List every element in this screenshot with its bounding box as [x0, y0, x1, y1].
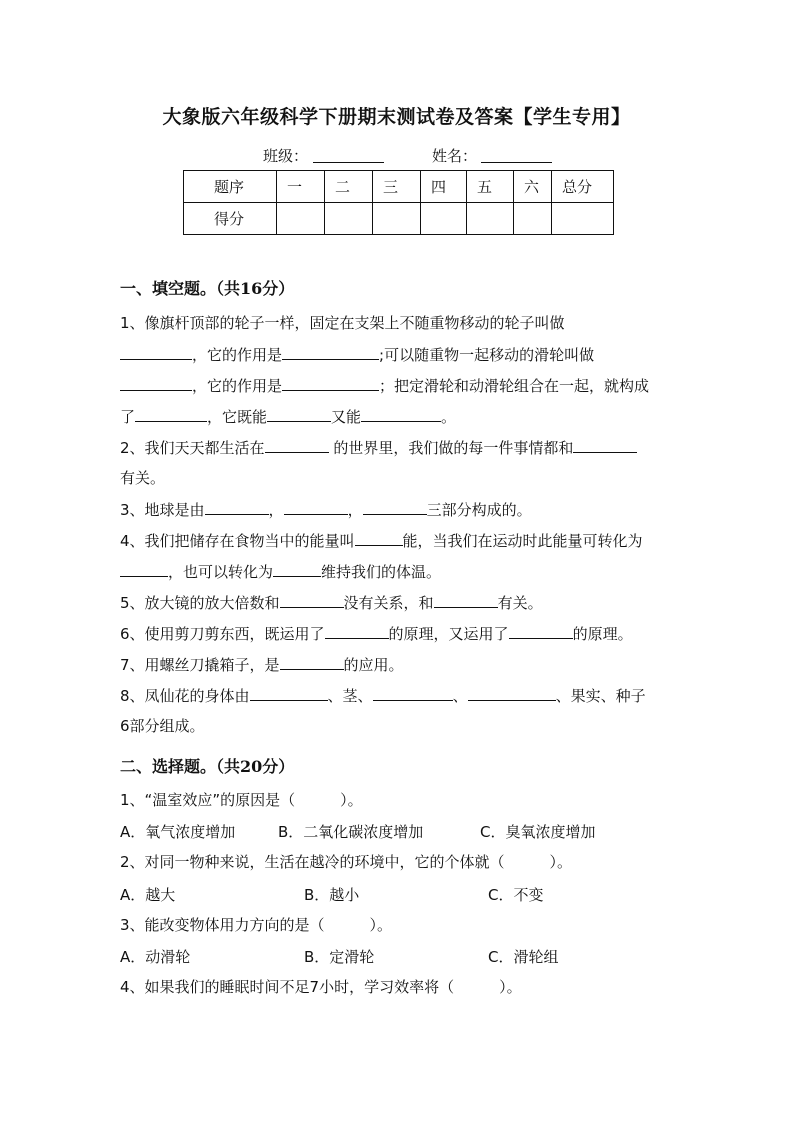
name-blank[interactable] — [481, 162, 552, 163]
q4-line2: ，也可以转化为 维持我们的体温。 — [120, 561, 441, 582]
answer-blank[interactable] — [363, 499, 427, 515]
score-cell[interactable] — [325, 203, 373, 235]
q5-line: 5、放大镜的放大倍数和 没有关系，和 有关。 — [120, 594, 543, 612]
mc-q2-option-a[interactable]: A．越大 — [120, 886, 176, 904]
mc-q1-option-c[interactable]: C．臭氧浓度增加 — [480, 823, 596, 841]
class-label: 班级： — [263, 147, 309, 165]
page-title: 大象版六年级科学下册期末测试卷及答案【学生专用】 — [162, 106, 631, 128]
q3-line: 3、地球是由 ， ， 三部分构成的。 — [120, 501, 532, 519]
header-cell: 四 — [421, 171, 467, 203]
score-cell[interactable] — [373, 203, 421, 235]
answer-blank[interactable] — [135, 406, 207, 422]
q2-line1: 2、我们天天都生活在 的世界里，我们做的每一件事情都和 — [120, 437, 637, 458]
answer-blank[interactable] — [120, 344, 192, 360]
mc-q1-option-b[interactable]: B．二氧化碳浓度增加 — [278, 823, 424, 841]
name-label: 姓名： — [432, 147, 478, 165]
answer-blank[interactable] — [205, 499, 269, 515]
score-cell[interactable] — [552, 203, 614, 235]
answer-blank[interactable] — [373, 685, 453, 701]
mc-q3-stem: 3、能改变物体用力方向的是（ ）。 — [120, 916, 393, 934]
answer-blank[interactable] — [280, 654, 344, 670]
mc-q1-option-a[interactable]: A．氧气浓度增加 — [120, 823, 236, 841]
mc-q3-option-a[interactable]: A．动滑轮 — [120, 948, 191, 966]
answer-blank[interactable] — [265, 437, 329, 453]
answer-blank[interactable] — [434, 592, 498, 608]
q7-line: 7、用螺丝刀撬箱子，是 的应用。 — [120, 656, 404, 674]
answer-blank[interactable] — [282, 344, 379, 360]
header-cell: 二 — [325, 171, 373, 203]
score-cell[interactable] — [277, 203, 325, 235]
q8-line1: 8、凤仙花的身体由 、茎、 、 、果实、种子 — [120, 687, 646, 705]
header-cell: 五 — [467, 171, 514, 203]
mc-q2-option-c[interactable]: C．不变 — [488, 886, 544, 904]
header-cell: 题序 — [184, 171, 277, 203]
answer-blank[interactable] — [284, 499, 348, 515]
header-cell: 三 — [373, 171, 421, 203]
q1-line2: ，它的作用是 ;可以随重物一起移动的滑轮叫做 — [120, 344, 594, 365]
answer-blank[interactable] — [250, 685, 328, 701]
score-cell[interactable] — [514, 203, 552, 235]
mc-q2-option-b[interactable]: B．越小 — [304, 886, 360, 904]
answer-blank[interactable] — [280, 592, 344, 608]
mc-q3-option-b[interactable]: B．定滑轮 — [304, 948, 375, 966]
mc-q3-option-c[interactable]: C．滑轮组 — [488, 948, 559, 966]
q1-line4: 了 ，它既能 又能 。 — [120, 408, 457, 426]
answer-blank[interactable] — [325, 623, 389, 639]
q8-line2: 6部分组成。 — [120, 717, 205, 735]
score-cell[interactable] — [421, 203, 467, 235]
mc-q1-stem: 1、“温室效应”的原因是（ ）。 — [120, 791, 363, 809]
mc-q4-stem: 4、如果我们的睡眠时间不足7小时，学习效率将（ ）。 — [120, 978, 522, 996]
answer-blank[interactable] — [573, 437, 637, 453]
q1-line3: ，它的作用是 ；把定滑轮和动滑轮组合在一起，就构成 — [120, 375, 649, 396]
header-cell: 总分 — [552, 171, 614, 203]
answer-blank[interactable] — [282, 375, 379, 391]
section1-heading: 一、填空题。（共16分） — [120, 279, 295, 298]
answer-blank[interactable] — [355, 530, 403, 546]
score-cell[interactable] — [467, 203, 514, 235]
score-table-score-row — [184, 203, 614, 235]
row-label: 得分 — [184, 203, 277, 235]
q2-line2: 有关。 — [120, 469, 166, 487]
answer-blank[interactable] — [468, 685, 556, 701]
answer-blank[interactable] — [361, 406, 441, 422]
q6-line: 6、使用剪刀剪东西，既运用了 的原理，又运用了 的原理。 — [120, 625, 633, 643]
answer-blank[interactable] — [509, 623, 573, 639]
score-table — [183, 170, 614, 235]
answer-blank[interactable] — [267, 406, 331, 422]
header-cell: 六 — [514, 171, 552, 203]
q4-line1: 4、我们把储存在食物当中的能量叫 能，当我们在运动时此能量可转化为 — [120, 532, 643, 550]
mc-q2-stem: 2、对同一物种来说，生活在越冷的环境中，它的个体就（ ）。 — [120, 853, 573, 871]
q1-line1: 1、像旗杆顶部的轮子一样，固定在支架上不随重物移动的轮子叫做 — [120, 314, 565, 332]
header-cell: 一 — [277, 171, 325, 203]
class-blank[interactable] — [313, 162, 384, 163]
score-table-header-row — [184, 171, 614, 203]
section2-heading: 二、选择题。（共20分） — [120, 757, 295, 776]
answer-blank[interactable] — [120, 561, 168, 577]
answer-blank[interactable] — [273, 561, 321, 577]
answer-blank[interactable] — [120, 375, 192, 391]
